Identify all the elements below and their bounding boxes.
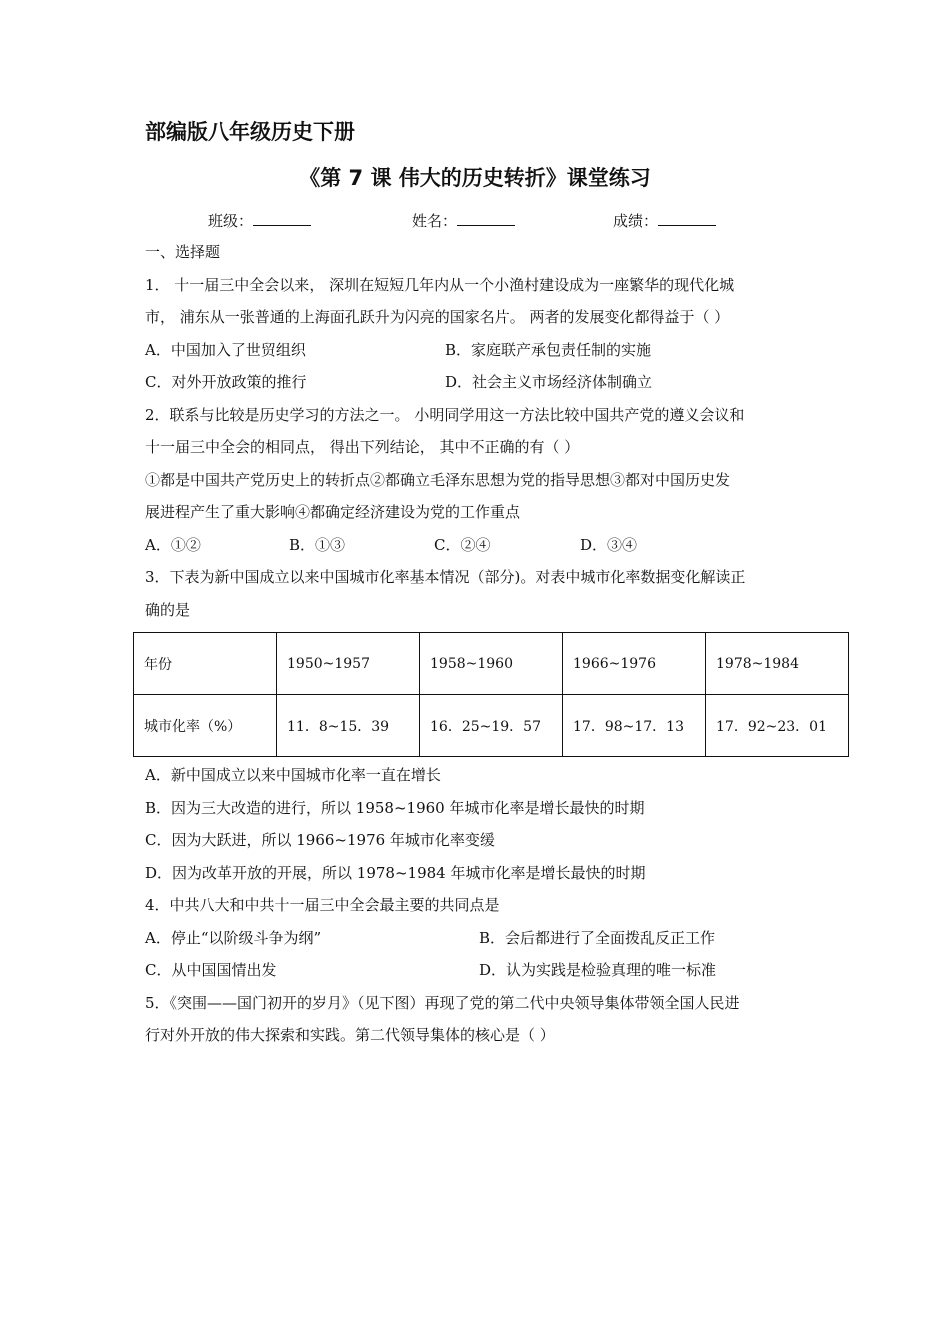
q1-option-a[interactable]: A．中国加入了世贸组织 [145,341,306,359]
q5-line2: 行对外开放的伟大探索和实践。第二代领导集体的核心是（ ） [145,1026,555,1044]
table-cell: 1950~1957 [277,633,420,695]
class-field[interactable] [208,210,311,231]
table-cell: 17．98~17．13 [563,695,706,757]
q3-option-b[interactable]: B．因为三大改造的进行，所以 1958~1960 年城市化率是增长最快的时期 [145,799,645,817]
q1-option-d[interactable]: D．社会主义市场经济体制确立 [445,373,653,391]
q1-line1: 1． 十一届三中全会以来， 深圳在短短几年内从一个小渔村建设成为一座繁华的现代化城 [145,276,735,294]
table-cell: 年份 [134,633,277,695]
q4-option-d[interactable]: D．认为实践是检验真理的唯一标准 [479,961,717,979]
table-row [134,633,849,695]
q2-line4: 展进程产生了重大影响④都确定经济建设为党的工作重点 [145,503,521,521]
q1-option-b[interactable]: B．家庭联产承包责任制的实施 [445,341,652,359]
urbanization-table [133,632,849,757]
score-blank[interactable] [658,210,716,226]
table-cell: 16．25~19．57 [420,695,563,757]
q3-option-a[interactable]: A．新中国成立以来中国城市化率一直在增长 [145,766,441,784]
name-field[interactable] [412,210,515,231]
q2-option-b[interactable]: B．①③ [289,536,346,554]
q1-line2: 市， 浦东从一张普通的上海面孔跃升为闪亮的国家名片。 两者的发展变化都得益于（ ） [145,308,730,326]
q4-line1: 4．中共八大和中共十一届三中全会最主要的共同点是 [145,896,500,914]
table-cell: 17．92~23．01 [706,695,849,757]
q2-option-a[interactable]: A．①② [145,536,201,554]
q3-option-d[interactable]: D．因为改革开放的开展，所以 1978~1984 年城市化率是增长最快的时期 [145,864,646,882]
q2-line1: 2．联系与比较是历史学习的方法之一。 小明同学用这一方法比较中国共产党的遵义会议和 [145,406,745,424]
q4-option-c[interactable]: C．从中国国情出发 [145,961,277,979]
table-cell: 城市化率（%） [134,695,277,757]
q3-line2: 确的是 [145,601,191,619]
table-cell: 1958~1960 [420,633,563,695]
table-row [134,695,849,757]
lesson-title: 《第 7 课 伟大的历史转折》课堂练习 [299,166,651,190]
table-cell: 1966~1976 [563,633,706,695]
score-label: 成绩： [613,212,659,230]
q2-option-d[interactable]: D．③④ [580,536,638,554]
name-blank[interactable] [457,210,515,226]
q2-line3: ①都是中国共产党历史上的转折点②都确立毛泽东思想为党的指导思想③都对中国历史发 [145,471,731,489]
table-cell: 11．8~15．39 [277,695,420,757]
q1-option-c[interactable]: C．对外开放政策的推行 [145,373,307,391]
q2-option-c[interactable]: C．②④ [434,536,491,554]
q3-option-c[interactable]: C．因为大跃进，所以 1966~1976 年城市化率变缓 [145,831,495,849]
class-blank[interactable] [253,210,311,226]
q3-line1: 3．下表为新中国成立以来中国城市化率基本情况（部分)。对表中城市化率数据变化解读正 [145,568,746,586]
class-label: 班级： [208,212,254,230]
q5-line1: 5．《突围——国门初开的岁月》（见下图）再现了党的第二代中央领导集体带领全国人民进 [145,994,740,1012]
name-label: 姓名： [412,212,458,230]
section-heading: 一、选择题 [145,243,221,261]
q4-option-b[interactable]: B．会后都进行了全面拨乱反正工作 [479,929,716,947]
q4-option-a[interactable]: A．停止“以阶级斗争为纲” [145,929,322,947]
document-title: 部编版八年级历史下册 [145,120,355,144]
q2-line2: 十一届三中全会的相同点， 得出下列结论， 其中不正确的有（ ） [145,438,580,456]
table-cell: 1978~1984 [706,633,849,695]
score-field[interactable] [613,210,716,231]
